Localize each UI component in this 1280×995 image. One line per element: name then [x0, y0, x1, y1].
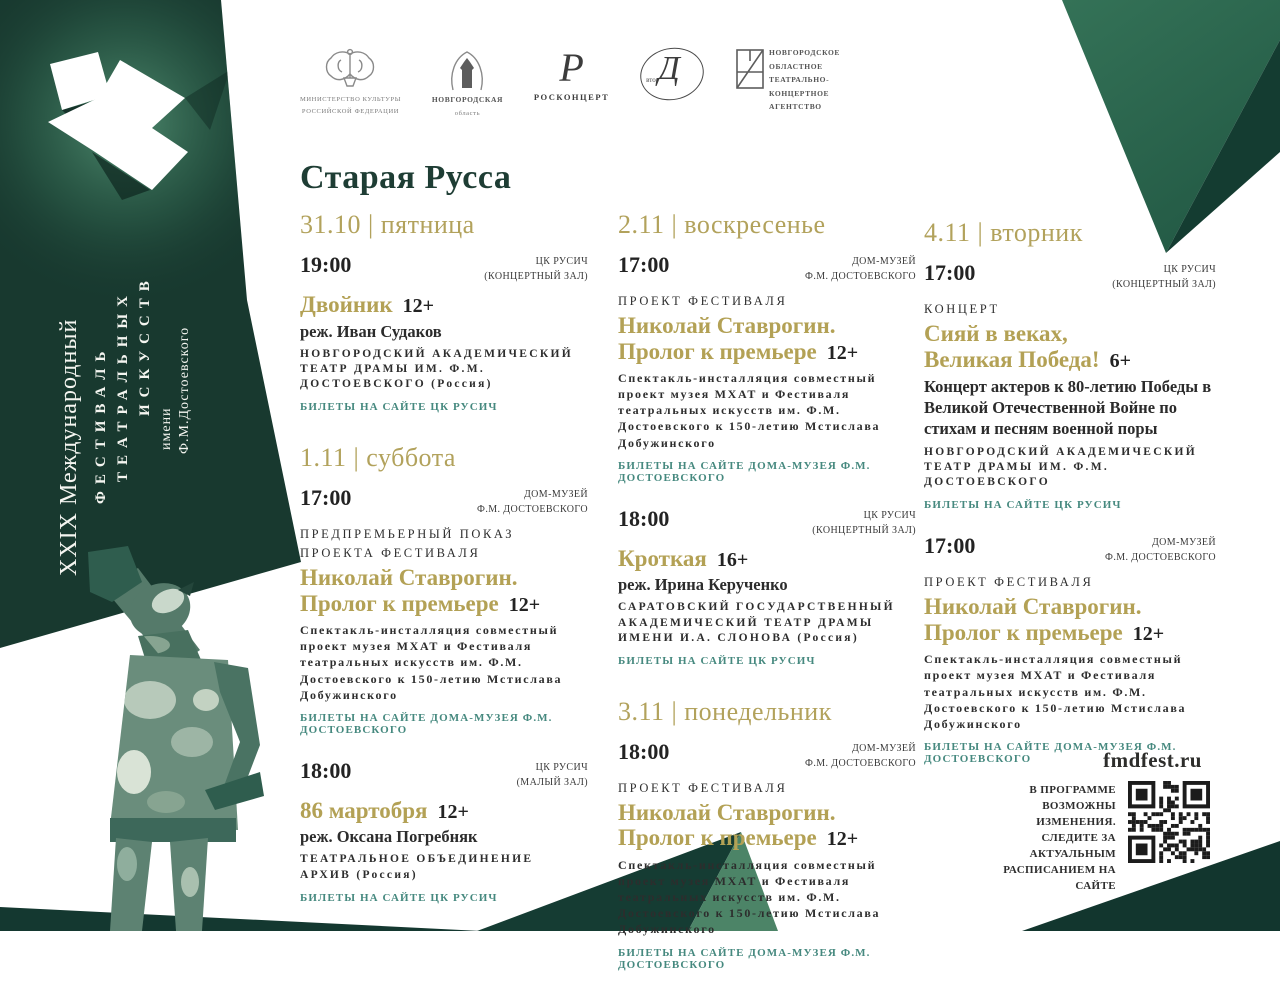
event-venue — [805, 254, 916, 284]
event-company: НОВГОРОДСКИЙ АКАДЕМИЧЕСКИЙ ТЕАТР ДРАМЫ ИМ. Ф.М. ДОСТОЕВСКОГО — [924, 445, 1197, 488]
event-director: реж. Ирина Керученко — [618, 575, 788, 595]
schedule-column-3 — [924, 218, 1216, 789]
schedule-disclaimer: В ПРОГРАММЕ ВОЗМОЖНЫ ИЗМЕНЕНИЯ. СЛЕДИТЕ ЗА АКТУАЛЬНЫМ РАСПИСАНИЕМ НА САЙТЕ — [1003, 784, 1116, 892]
event-company: ТЕАТРАЛЬНОЕ ОБЪЕДИНЕНИЕ АРХИВ (Россия) — [300, 853, 534, 881]
event-time: 18:00 — [618, 505, 670, 531]
age-badge: 12+ — [1132, 622, 1165, 645]
event-time: 18:00 — [300, 757, 352, 783]
age-badge: 16+ — [716, 548, 749, 571]
venue-line-2: Ф.М. ДОСТОЕВСКОГО — [805, 757, 916, 769]
tickets-link: БИЛЕТЫ НА САЙТЕ ДОМА-МУЗЕЯ Ф.М. ДОСТОЕВСКОГО — [618, 459, 871, 484]
rosconcert-letter-icon: Р — [559, 45, 584, 90]
event-company: НОВГОРОДСКИЙ АКАДЕМИЧЕСКИЙ ТЕАТР ДРАМЫ ИМ. Ф.М. ДОСТОЕВСКОГО (Россия) — [300, 347, 573, 391]
event-label: ПРОЕКТ ФЕСТИВАЛЯ — [618, 780, 788, 795]
event-venue — [1112, 262, 1216, 292]
novgorod-region-logo — [432, 48, 503, 118]
age-badge: 6+ — [1109, 349, 1131, 372]
tickets-link: БИЛЕТЫ НА САЙТЕ ЦК РУСИЧ — [924, 499, 1122, 512]
event-title: Сияй в веках, Великая Победа! 6+ — [924, 320, 1131, 372]
event-stavrogin-monday — [618, 738, 916, 971]
age-badge: 12+ — [437, 800, 469, 823]
agency-caption-1: НОВГОРОДСКОЕ — [769, 48, 840, 57]
event-label: ПРОЕКТ ФЕСТИВАЛЯ — [924, 575, 1094, 590]
event-label: КОНЦЕРТ — [924, 302, 1000, 316]
event-description: Спектакль-инсталляция совместный проект музея МХАТ и Фестиваля театральных искусств им. Ф.М. Достоевского к 150-летию Мстислава Добужинского — [924, 652, 1187, 731]
event-description: Спектакль-инсталляция совместный проект музея МХАТ и Фестиваля театральных искусств им. Ф.М. Достоевского к 150-летию Мстислава Добужинского — [618, 371, 881, 450]
ministry-caption-2: РОССИЙСКОЙ ФЕДЕРАЦИИ — [301, 108, 400, 116]
event-stavrogin-preview — [300, 487, 588, 735]
event-time: 17:00 — [300, 485, 352, 511]
venue-line-1: ЦК РУСИЧ — [863, 509, 916, 521]
event-victory-concert — [924, 262, 1216, 511]
festival-edition: XXIX Международный — [56, 318, 82, 576]
event-krotkaya — [618, 505, 916, 667]
event-title: Двойник 12+ — [300, 292, 435, 317]
age-badge: 12+ — [508, 593, 541, 616]
age-badge: 12+ — [826, 828, 859, 851]
venue-line-1: ЦК РУСИЧ — [535, 761, 588, 773]
agency-caption-5: АГЕНТСТВО — [769, 102, 822, 111]
festival-vertical-title — [56, 156, 195, 592]
schedule-column-2 — [618, 210, 916, 995]
age-badge: 12+ — [826, 341, 859, 364]
partner-logos — [300, 45, 840, 118]
venue-line-2: (КОНЦЕРТНЫЙ ЗАЛ) — [1112, 279, 1216, 290]
event-label: ПРОЕКТ ФЕСТИВАЛЯ — [618, 294, 788, 308]
event-time: 18:00 — [618, 738, 670, 764]
ministry-caption-1: МИНИСТЕРСТВО КУЛЬТУРЫ — [300, 96, 401, 103]
event-venue — [812, 508, 916, 538]
event-venue — [477, 487, 588, 517]
event-director: реж. Оксана Погребняк — [300, 827, 478, 847]
footer — [986, 748, 1210, 895]
venue-line-1: ЦК РУСИЧ — [1163, 264, 1216, 275]
festival-word: ФЕСТИВАЛЬ — [93, 344, 109, 504]
date-header: 4.11 | вторник — [924, 218, 1083, 247]
event-company: САРАТОВСКИЙ ГОСУДАРСТВЕННЫЙ АКАДЕМИЧЕСКИЙ ТЕАТР ДРАМЫ ИМЕНИ И.А. СЛОНОВА (Россия) — [618, 601, 895, 644]
event-venue — [517, 760, 588, 790]
tickets-link: БИЛЕТЫ НА САЙТЕ ДОМА-МУЗЕЯ Ф.М. ДОСТОЕВСКОГО — [300, 711, 553, 736]
event-dvoinik — [300, 254, 588, 413]
event-stavrogin-tuesday — [924, 535, 1216, 765]
venue-line-2: Ф.М. ДОСТОЕВСКОГО — [1105, 552, 1216, 564]
tickets-link: БИЛЕТЫ НА САЙТЕ ДОМА-МУЗЕЯ Ф.М. ДОСТОЕВСКОГО — [618, 946, 871, 971]
website-url: fmdfest.ru — [1103, 748, 1202, 772]
qr-code — [1128, 781, 1210, 863]
event-time: 19:00 — [300, 252, 352, 277]
event-venue — [484, 254, 588, 284]
date-header: 2.11 | воскресенье — [618, 210, 826, 239]
event-title: Николай Ставрогин. Пролог к премьере 12+ — [300, 564, 541, 616]
top-right-fold — [1062, 0, 1280, 253]
event-venue — [805, 741, 916, 771]
event-title: Николай Ставрогин. Пролог к премьере 12+ — [618, 312, 859, 364]
event-title: Николай Ставрогин. Пролог к премьере 12+ — [924, 593, 1165, 645]
venue-line-1: ДОМ-МУЗЕЙ — [851, 256, 916, 267]
concert-agency-logo — [735, 48, 840, 113]
event-venue — [1105, 535, 1216, 565]
date-header: 31.10 | пятница — [300, 210, 475, 239]
event-director: реж. Иван Судаков — [300, 321, 442, 341]
tickets-link: БИЛЕТЫ НА САЙТЕ ЦК РУСИЧ — [300, 401, 498, 414]
venue-line-2: Ф.М. ДОСТОЕВСКОГО — [805, 271, 916, 282]
named-after-line1: имени — [159, 407, 174, 450]
venue-line-2: (КОНЦЕРТНЫЙ ЗАЛ) — [812, 524, 916, 536]
venue-line-1: ДОМ-МУЗЕЙ — [523, 489, 588, 501]
agency-caption-4: КОНЦЕРТНОЕ — [769, 88, 830, 98]
event-stavrogin-sunday — [618, 254, 916, 484]
venue-line-2: (МАЛЫЙ ЗАЛ) — [516, 776, 588, 788]
event-title: Кроткая 16+ — [618, 545, 749, 571]
arts-word: ИСКУССТВ — [137, 274, 153, 416]
theatre-union-emblem-icon — [640, 48, 704, 100]
event-time: 17:00 — [924, 260, 976, 285]
event-time: 17:00 — [924, 533, 976, 559]
theatre-union-abbr: вто — [646, 76, 656, 84]
event-86-martobrya — [300, 757, 588, 904]
tickets-link: БИЛЕТЫ НА САЙТЕ ЦК РУСИЧ — [300, 891, 498, 904]
page-title: Старая Русса — [300, 158, 512, 196]
event-description: Спектакль-инсталляция совместный проект музея МХАТ и Фестиваля театральных искусств им. Ф.М. Достоевского к 150-летию Мстислава Добужинского — [618, 858, 881, 937]
event-title: 86 мартобря 12+ — [300, 797, 469, 823]
event-description: Концерт актеров к 80-летию Победы в Великой Отечественной Войне по стихам и песням военной поры — [924, 377, 1212, 439]
venue-line-2: (КОНЦЕРТНЫЙ ЗАЛ) — [484, 271, 588, 282]
region-caption-2: область — [454, 109, 481, 117]
theatre-union-letter: Д — [658, 50, 680, 87]
date-header: 1.11 | суббота — [300, 443, 456, 473]
schedule-column-1 — [300, 210, 588, 928]
rosconcert-logo — [533, 45, 610, 102]
double-eagle-icon — [321, 48, 379, 92]
kremlin-tower-icon — [447, 48, 487, 92]
agency-caption-3: ТЕАТРАЛЬНО- — [769, 75, 830, 84]
agency-monogram-icon — [735, 48, 765, 90]
age-badge: 12+ — [402, 295, 435, 317]
event-title: Николай Ставрогин. Пролог к премьере 12+ — [618, 799, 859, 851]
tickets-link: БИЛЕТЫ НА САЙТЕ ЦК РУСИЧ — [618, 654, 816, 667]
event-label: ПРЕДПРЕМЬЕРНЫЙ ПОКАЗ ПРОЕКТА ФЕСТИВАЛЯ — [300, 527, 515, 561]
venue-line-1: ЦК РУСИЧ — [535, 256, 588, 267]
agency-caption-2: ОБЛАСТНОЕ — [769, 61, 823, 71]
venue-line-1: ДОМ-МУЗЕЙ — [1151, 537, 1216, 549]
ministry-of-culture-logo — [300, 48, 401, 116]
event-description: Спектакль-инсталляция совместный проект музея МХАТ и Фестиваля театральных искусств им. Ф.М. Достоевского к 150-летию Мстислава Добужинского — [300, 623, 563, 702]
venue-line-2: Ф.М. ДОСТОЕВСКОГО — [477, 504, 588, 516]
region-caption-1: НОВГОРОДСКАЯ — [431, 95, 503, 104]
theatre-union-logo — [640, 48, 704, 100]
theatre-word: ТЕАТРАЛЬНЫХ — [115, 289, 131, 482]
event-time: 17:00 — [618, 252, 670, 277]
tickets-link: БИЛЕТЫ НА САЙТЕ ДОМА-МУЗЕЯ Ф.М. ДОСТОЕВСКОГО — [924, 740, 1177, 765]
named-after-line2: Ф.М.Достоевского — [177, 326, 192, 454]
rosconcert-caption: РОСКОНЦЕРТ — [533, 92, 610, 102]
date-header: 3.11 | понедельник — [618, 696, 832, 726]
venue-line-1: ДОМ-МУЗЕЙ — [851, 742, 916, 754]
